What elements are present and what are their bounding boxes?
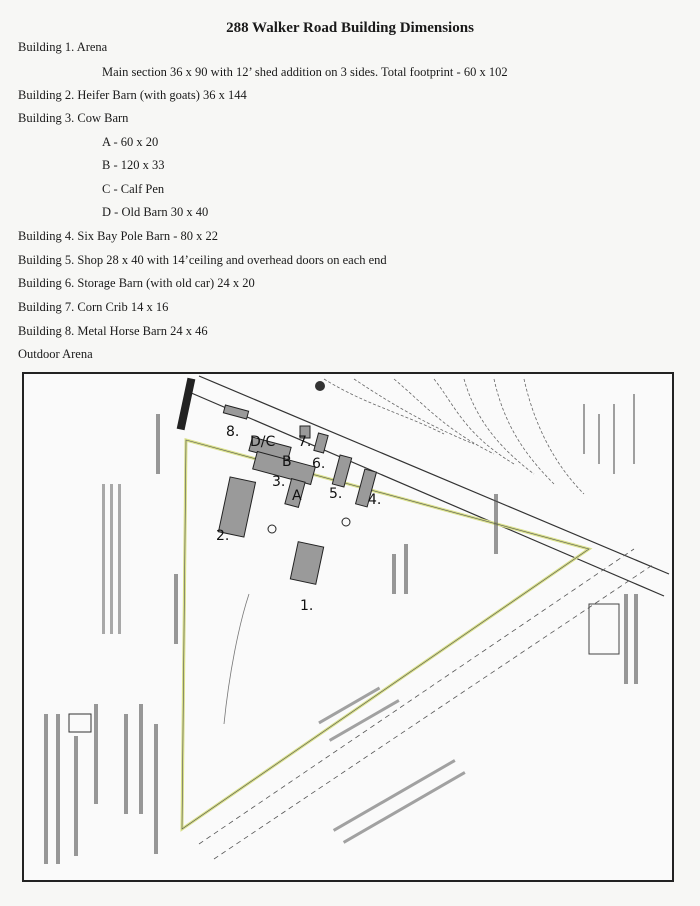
- road-edge-north: [199, 376, 669, 574]
- building-1-detail: Main section 36 x 90 with 12’ shed addition on 3 sides. Total footprint - 60 x 102: [102, 65, 508, 79]
- bottom-road-annotations: [318, 687, 465, 844]
- map-label-b: B: [282, 454, 292, 470]
- building-5-line: Building 5. Shop 28 x 40 with 14’ceiling and overhead doors on each end: [18, 253, 387, 267]
- map-label-8: 8.: [226, 424, 240, 440]
- bottom-left-legend: [44, 704, 158, 864]
- building-4-line: Building 4. Six Bay Pole Barn - 80 x 22: [18, 229, 218, 243]
- tree-marker: [315, 381, 325, 391]
- right-notes-block: [392, 494, 638, 684]
- map-label-6: 6.: [312, 456, 326, 472]
- building-3c-line: C - Calf Pen: [102, 182, 165, 196]
- site-plan-drawing: [24, 374, 672, 880]
- page-title: 288 Walker Road Building Dimensions: [226, 20, 474, 36]
- building-3a-line: A - 60 x 20: [102, 135, 159, 149]
- building-3d-line: D - Old Barn 30 x 40: [102, 205, 209, 219]
- building-1-shape: [290, 542, 323, 585]
- building-3b-line: B - 120 x 33: [102, 158, 165, 172]
- site-plan-map: [22, 372, 674, 882]
- building-7-line: Building 7. Corn Crib 14 x 16: [18, 300, 169, 314]
- map-label-3: 3.: [272, 474, 286, 490]
- outdoor-arena-line: Outdoor Arena: [18, 347, 93, 361]
- map-label-dc: D/C: [250, 434, 276, 450]
- building-5-shape: [332, 455, 351, 487]
- survey-ticks: [584, 394, 634, 474]
- map-label-4: 4.: [368, 492, 382, 508]
- map-label-1: 1.: [300, 598, 314, 614]
- building-6-shape: [314, 433, 328, 453]
- stone-wall: [177, 378, 196, 431]
- left-notes-block: [102, 414, 178, 644]
- road-edge-south: [189, 392, 664, 596]
- building-2-line: Building 2. Heifer Barn (with goats) 36 x 144: [18, 88, 247, 102]
- well-marker: [268, 525, 276, 533]
- map-label-5: 5.: [329, 486, 343, 502]
- building-6-line: Building 6. Storage Barn (with old car) 24 x 20: [18, 276, 255, 290]
- map-label-2: 2.: [216, 528, 230, 544]
- easement-line-2: [214, 564, 654, 859]
- map-label-7: 7.: [298, 434, 312, 450]
- septic-marker: [342, 518, 350, 526]
- building-8-line: Building 8. Metal Horse Barn 24 x 46: [18, 324, 208, 338]
- building-3-line: Building 3. Cow Barn: [18, 111, 129, 125]
- driveway-path: [224, 594, 249, 724]
- building-8-shape: [223, 405, 248, 419]
- map-label-a: A: [292, 488, 302, 504]
- building-1-line: Building 1. Arena: [18, 40, 108, 54]
